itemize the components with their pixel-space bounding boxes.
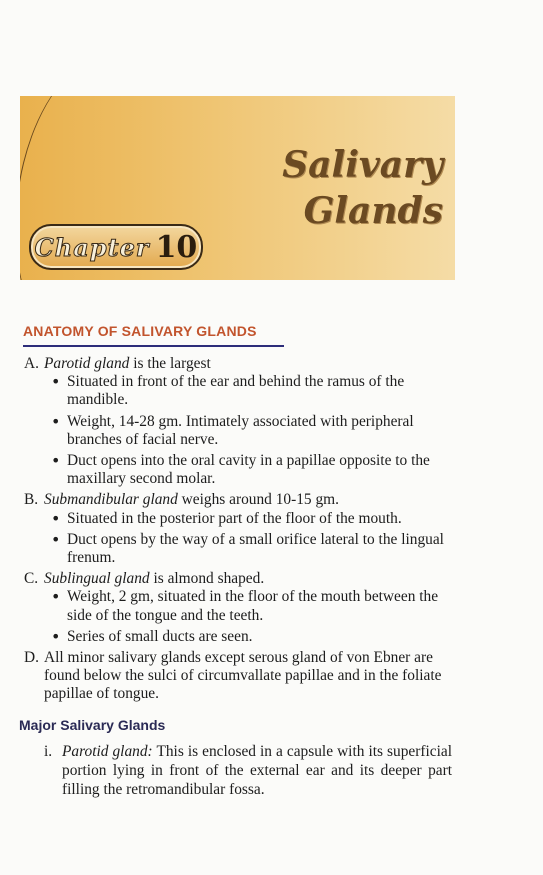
- bullet-item: • Weight, 14-28 gm. Intimately associated with peripheral branches of facial nerve.: [44, 413, 454, 449]
- bullet-item: • Situated in front of the ear and behind the ramus of the mandible.: [44, 373, 454, 409]
- bullet-item: • Weight, 2 gm, situated in the floor of the mouth between the side of the tongue and the teeth.: [44, 588, 454, 624]
- gland-name: Submandibular gland: [44, 491, 178, 509]
- list-marker: D.: [24, 649, 39, 667]
- gland-name: Sublingual gland: [44, 570, 150, 588]
- chapter-badge: [29, 224, 203, 270]
- bullet-item: • Duct opens by the way of a small orifice lateral to the lingual frenum.: [44, 531, 454, 567]
- bullet-list: [44, 373, 454, 488]
- bullet-item: • Series of small ducts are seen.: [44, 628, 454, 646]
- item-text: is the largest: [129, 355, 211, 372]
- chapter-badge-word: Chapter: [34, 232, 150, 262]
- chapter-title-line-2: Glands: [303, 190, 443, 232]
- chapter-badge-number: 10: [155, 229, 198, 265]
- list-item: [24, 649, 454, 704]
- subsection-heading: Major Salivary Glands: [19, 717, 166, 733]
- list-marker: i.: [44, 743, 53, 760]
- bullet-list: [44, 510, 454, 568]
- chapter-title-line-1: Salivary: [282, 144, 443, 186]
- section-heading: ANATOMY OF SALIVARY GLANDS: [23, 323, 284, 347]
- major-gland-entry: [40, 743, 452, 799]
- bullet-item: • Situated in the posterior part of the floor of the mouth.: [44, 510, 454, 528]
- item-text: weighs around 10-15 gm.: [177, 491, 339, 509]
- list-item: [24, 491, 454, 567]
- chapter-header-band: [20, 96, 455, 280]
- list-marker: B.: [24, 491, 39, 509]
- gland-name: Parotid gland:: [62, 743, 153, 760]
- list-marker: C.: [24, 570, 39, 588]
- bullet-list: [44, 588, 454, 646]
- gland-name: Parotid gland: [44, 355, 130, 372]
- item-text: This is enclosed in a capsule with its superficial portion lying in front of the external ear and its deeper part filling the retromandibular fossa.: [62, 743, 452, 798]
- anatomy-list: [24, 355, 454, 705]
- item-text: is almond shaped.: [149, 570, 265, 588]
- list-item: [24, 355, 454, 488]
- chapter-title: [282, 142, 443, 234]
- item-text: All minor salivary glands except serous gland of von Ebner are found below the sulci of circumvallate papillae and in the foliate papillae of tongue.: [44, 649, 442, 703]
- list-marker: A.: [24, 355, 39, 372]
- list-item: [24, 570, 454, 646]
- major-gland-text: [40, 743, 452, 799]
- bullet-item: • Duct opens into the oral cavity in a papillae opposite to the maxillary second molar.: [44, 452, 454, 488]
